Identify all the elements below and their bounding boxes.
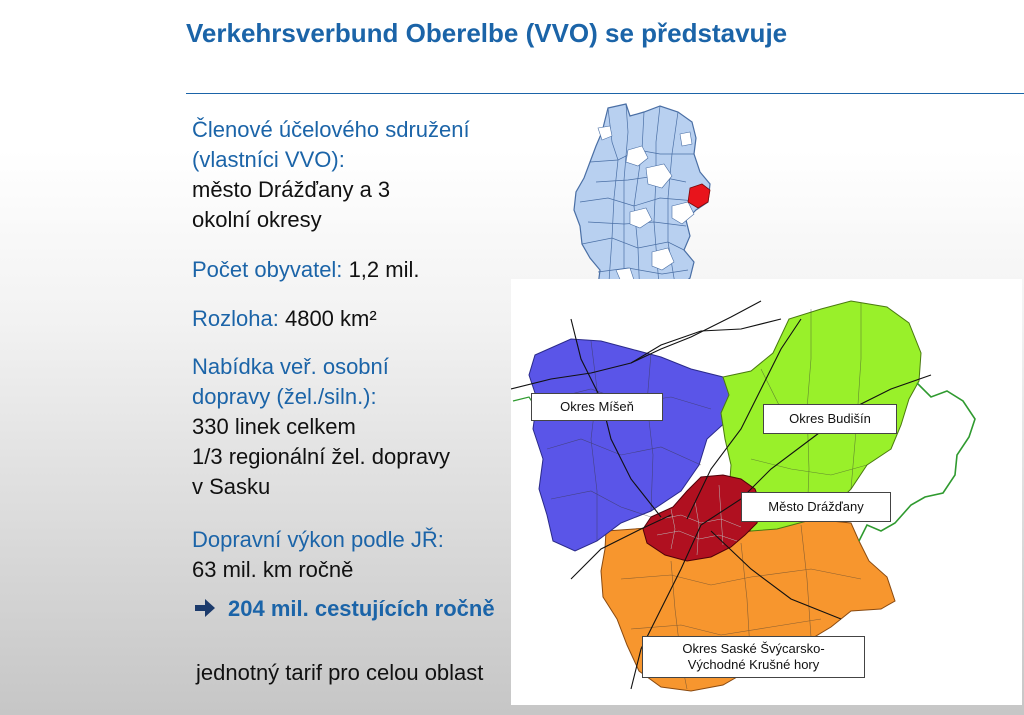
- label-saske-line1: Okres Saské Švýcarsko-: [682, 641, 825, 656]
- members-label-line2: (vlastníci VVO):: [192, 147, 345, 172]
- offer-label-line1: Nabídka veř. osobní: [192, 354, 389, 379]
- members-value-line1: město Drážďany a 3: [192, 177, 391, 202]
- label-okres-misen: Okres Míšeň: [531, 393, 663, 421]
- slide-title: Verkehrsverbund Oberelbe (VVO) se představuje: [186, 18, 788, 48]
- regional-map: [511, 279, 1022, 705]
- highlight-row: [194, 596, 495, 622]
- performance-value: 63 mil. km ročně: [192, 557, 354, 582]
- offer-section: [192, 352, 450, 502]
- offer-value-line1: 330 linek celkem: [192, 414, 356, 439]
- tarif-text: jednotný tarif pro celou oblast: [196, 660, 484, 685]
- members-value-line2: okolní okresy: [192, 207, 322, 232]
- label-mesto-drazdany: Město Drážďany: [741, 492, 891, 522]
- population-label: Počet obyvatel:: [192, 257, 343, 282]
- offer-value-line3: v Sasku: [192, 474, 271, 499]
- label-okres-budisin: Okres Budišín: [763, 404, 897, 434]
- performance-section: [192, 525, 444, 585]
- members-label-line1: Členové účelového sdružení: [192, 117, 470, 142]
- title-divider: [186, 93, 1024, 94]
- population-section: [192, 255, 419, 285]
- highlight-text: 204 mil. cestujících ročně: [228, 596, 495, 621]
- germany-map: [568, 102, 720, 302]
- area-label: Rozloha:: [192, 306, 279, 331]
- right-arrow-icon: [194, 598, 216, 618]
- label-okres-saske-svycarsko: [642, 636, 865, 678]
- vvo-region-highlight: [688, 184, 710, 208]
- label-saske-line2: Východné Krušné hory: [687, 657, 820, 672]
- members-section: [192, 115, 470, 235]
- offer-label-line2: dopravy (žel./siln.):: [192, 384, 377, 409]
- offer-value-line2: 1/3 regionální žel. dopravy: [192, 444, 451, 469]
- performance-label: Dopravní výkon podle JŘ:: [192, 527, 444, 552]
- area-value: 4800 km²: [284, 306, 377, 331]
- population-value: 1,2 mil.: [348, 257, 420, 282]
- area-section: [192, 304, 377, 334]
